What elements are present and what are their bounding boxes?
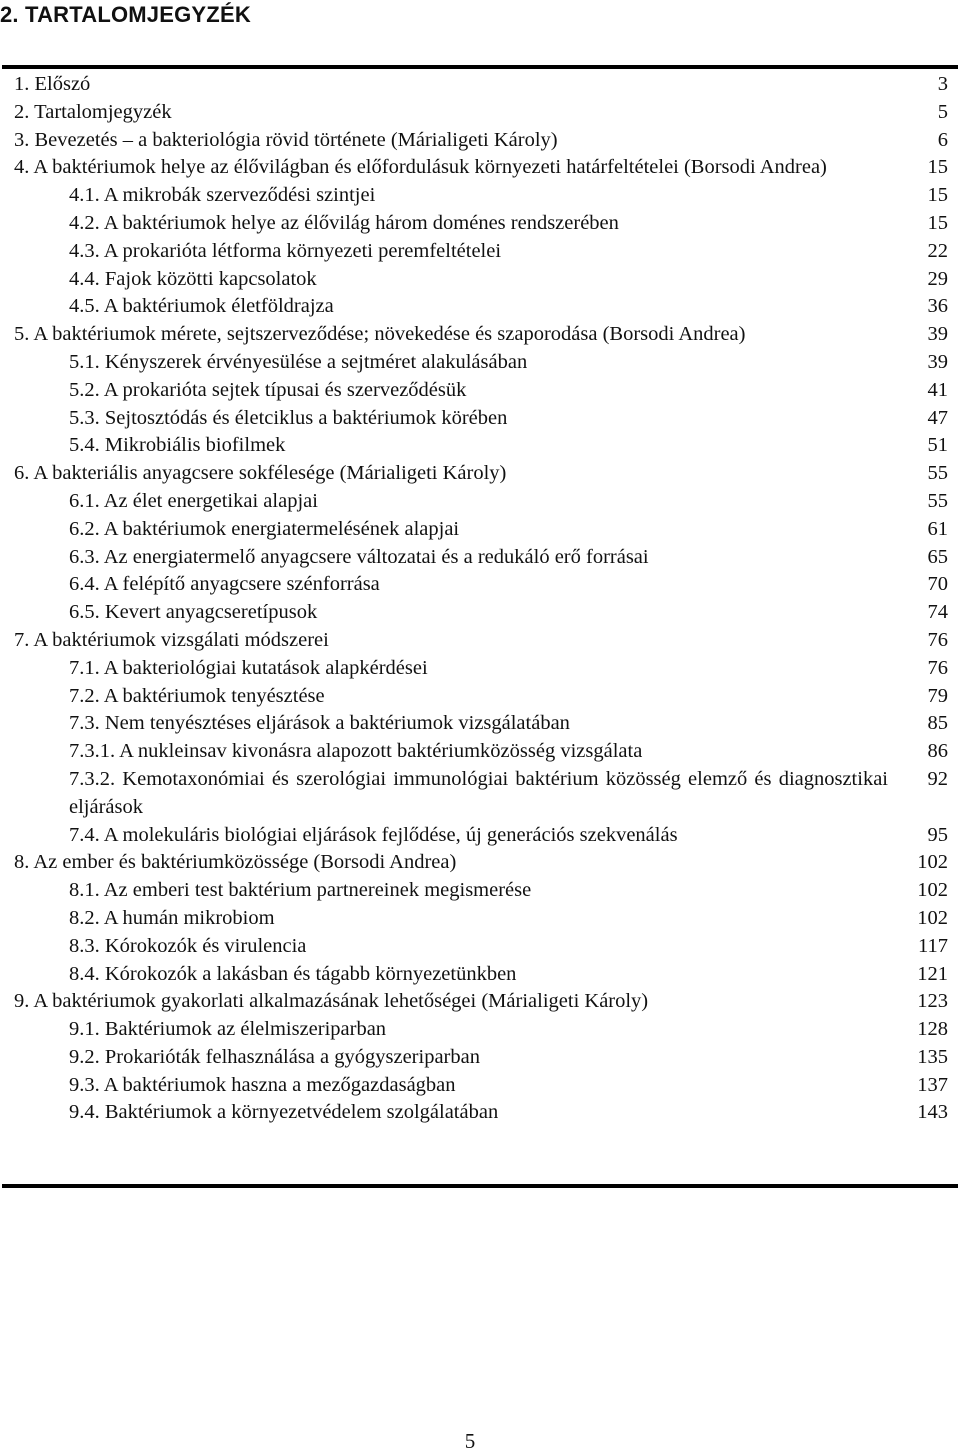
toc-entry-title: 9. A baktériumok gyakorlati alkalmazásának lehetőségei (Márialigeti Károly) — [14, 990, 649, 1013]
toc-entry — [14, 988, 948, 1016]
toc-entry-page: 39 — [927, 350, 948, 373]
toc-entry — [14, 293, 948, 321]
toc-entry-title: 4.4. Fajok közötti kapcsolatok — [69, 267, 317, 290]
toc-entry-title: 8.4. Kórokozók a lakásban és tágabb környezetünkben — [69, 962, 517, 985]
toc-entry — [14, 822, 948, 850]
toc-entry-title: 6.5. Kevert anyagcseretípusok — [69, 601, 318, 624]
toc-entry-page: 6 — [937, 128, 948, 151]
toc-entry-title: 6.1. Az élet energetikai alapjai — [69, 489, 318, 512]
toc-entry-title: 8.3. Kórokozók és virulencia — [69, 934, 307, 957]
toc-entry — [14, 849, 948, 877]
toc-entry-page: 3 — [937, 73, 948, 95]
toc-entry-title: 7. A baktériumok vizsgálati módszerei — [14, 628, 329, 651]
toc-entry — [14, 1099, 948, 1127]
toc-entry — [14, 405, 948, 433]
toc-entry — [14, 683, 948, 711]
toc-entry — [14, 127, 948, 155]
toc-entry-title: 5. A baktériumok mérete, sejtszerveződése; növekedése és szaporodása (Borsodi Andrea) — [14, 323, 746, 346]
toc-entry — [14, 1072, 948, 1100]
toc-entry-page: 85 — [927, 712, 948, 735]
toc-entry-title: 3. Bevezetés – a bakteriológia rövid története (Márialigeti Károly) — [14, 128, 558, 151]
toc-entry-page: 121 — [917, 962, 948, 985]
toc-entry — [14, 321, 948, 349]
page-title: 2. TARTALOMJEGYZÉK — [0, 2, 251, 27]
toc-entry-title: 7.4. A molekuláris biológiai eljárások fejlődése, új generációs szekvenálás — [69, 823, 678, 846]
toc-entry — [14, 544, 948, 572]
toc-entry-title: 5.4. Mikrobiális biofilmek — [69, 434, 286, 457]
toc-entry-page: 76 — [927, 656, 948, 679]
toc-entry — [14, 432, 948, 460]
toc-entry-title: 8.1. Az emberi test baktérium partnereinek megismerése — [69, 879, 532, 902]
toc-entry — [14, 71, 948, 99]
toc-entry-title: 9.2. Prokarióták felhasználása a gyógyszeriparban — [69, 1045, 480, 1068]
toc-entry-page: 117 — [918, 934, 948, 957]
toc-entry-page: 74 — [927, 601, 948, 624]
toc-entry-page: 15 — [927, 211, 948, 234]
toc-entry-page: 143 — [917, 1101, 948, 1124]
toc-entry-page: 65 — [927, 545, 948, 568]
toc-entry — [14, 627, 948, 655]
toc-entry-title: 7.3.2. Kemotaxonómiai és szerológiai immunológiai baktérium közösség elemző és diagnosztikai eljárások — [69, 767, 888, 818]
toc-entry-title: 6.3. Az energiatermelő anyagcsere változatai és a redukáló erő forrásai — [69, 545, 649, 568]
toc-entry-title: 4.1. A mikrobák szerveződési szintjei — [69, 184, 376, 207]
toc-entry-title: 5.2. A prokarióta sejtek típusai és szerveződésük — [69, 378, 467, 401]
toc-entry-title: 4.3. A prokarióta létforma környezeti peremfeltételei — [69, 239, 502, 262]
table-of-contents — [14, 71, 948, 1127]
toc-entry-page: 22 — [927, 239, 948, 262]
toc-entry-title: 4.2. A baktériumok helye az élővilág három doménes rendszerében — [69, 211, 619, 234]
toc-entry — [14, 933, 948, 961]
toc-entry — [14, 1016, 948, 1044]
toc-entry-title: 8. Az ember és baktériumközössége (Borsodi Andrea) — [14, 851, 457, 874]
toc-entry-page: 61 — [927, 517, 948, 540]
toc-entry-title: 7.1. A bakteriológiai kutatások alapkérdései — [69, 656, 428, 679]
toc-entry — [14, 349, 948, 377]
toc-entry-page: 39 — [927, 323, 948, 346]
toc-entry-page: 137 — [917, 1073, 948, 1096]
toc-entry-page: 79 — [927, 684, 948, 707]
toc-entry-title: 8.2. A humán mikrobiom — [69, 906, 275, 929]
toc-entry-page: 102 — [917, 851, 948, 874]
toc-entry-page: 70 — [927, 573, 948, 596]
toc-entry — [14, 266, 948, 294]
toc-entry-page: 95 — [927, 823, 948, 846]
toc-entry-page: 15 — [927, 156, 948, 179]
toc-entry — [14, 738, 948, 766]
toc-entry-title: 9.1. Baktériumok az élelmiszeriparban — [69, 1018, 387, 1041]
toc-entry-page: 55 — [927, 489, 948, 512]
toc-entry-page: 123 — [917, 990, 948, 1013]
toc-entry — [14, 99, 948, 127]
toc-entry-page: 51 — [927, 434, 948, 457]
toc-entry-title: 7.3.1. A nukleinsav kivonásra alapozott baktériumközösség vizsgálata — [69, 740, 643, 763]
toc-entry-page: 86 — [927, 740, 948, 763]
toc-entry-page: 102 — [917, 879, 948, 902]
toc-entry — [14, 905, 948, 933]
toc-entry-title: 6.2. A baktériumok energiatermelésének alapjai — [69, 517, 460, 540]
toc-entry-title: 6.4. A felépítő anyagcsere szénforrása — [69, 573, 380, 596]
toc-entry-page: 29 — [927, 267, 948, 290]
toc-entry-page: 36 — [927, 295, 948, 318]
toc-entry — [14, 766, 948, 822]
toc-entry-page: 55 — [927, 462, 948, 485]
toc-entry-page: 41 — [927, 378, 948, 401]
toc-entry — [14, 377, 948, 405]
bottom-rule — [2, 1184, 958, 1188]
toc-entry-title: 2. Tartalomjegyzék — [14, 100, 172, 123]
toc-entry-title: 5.3. Sejtosztódás és életciklus a baktériumok körében — [69, 406, 508, 429]
toc-entry-title: 9.3. A baktériumok haszna a mezőgazdaságban — [69, 1073, 456, 1096]
toc-entry-page: 47 — [927, 406, 948, 429]
toc-entry-title: 4.5. A baktériumok életföldrajza — [69, 295, 334, 318]
toc-entry-page: 5 — [937, 100, 948, 123]
toc-entry — [14, 460, 948, 488]
toc-entry-page: 76 — [927, 628, 948, 651]
toc-entry-title: 6. A bakteriális anyagcsere sokfélesége (Márialigeti Károly) — [14, 462, 507, 485]
toc-entry-page: 128 — [917, 1018, 948, 1041]
toc-entry — [14, 516, 948, 544]
toc-entry-title: 7.2. A baktériumok tenyésztése — [69, 684, 325, 707]
toc-entry — [14, 877, 948, 905]
toc-entry — [14, 1044, 948, 1072]
toc-entry — [14, 210, 948, 238]
toc-entry-title: 9.4. Baktériumok a környezetvédelem szolgálatában — [69, 1101, 499, 1124]
top-rule — [2, 65, 958, 69]
page-number: 5 — [464, 1429, 476, 1453]
toc-entry-title: 1. Előszó — [14, 73, 91, 95]
toc-entry-title: 5.1. Kényszerek érvényesülése a sejtméret alakulásában — [69, 350, 528, 373]
toc-entry — [14, 571, 948, 599]
toc-entry-page: 135 — [917, 1045, 948, 1068]
toc-entry — [14, 238, 948, 266]
toc-entry-page: 92 — [927, 767, 948, 790]
toc-entry-page: 102 — [917, 906, 948, 929]
toc-entry — [14, 655, 948, 683]
toc-entry — [14, 710, 948, 738]
toc-entry-title: 4. A baktériumok helye az élővilágban és előfordulásuk környezeti határfeltételei (Borsodi Andrea) — [14, 156, 827, 179]
toc-entry — [14, 961, 948, 989]
toc-entry — [14, 599, 948, 627]
toc-entry-title: 7.3. Nem tenyésztéses eljárások a baktériumok vizsgálatában — [69, 712, 570, 735]
toc-entry — [14, 154, 948, 182]
toc-entry-page: 15 — [927, 184, 948, 207]
toc-entry — [14, 182, 948, 210]
toc-entry — [14, 488, 948, 516]
